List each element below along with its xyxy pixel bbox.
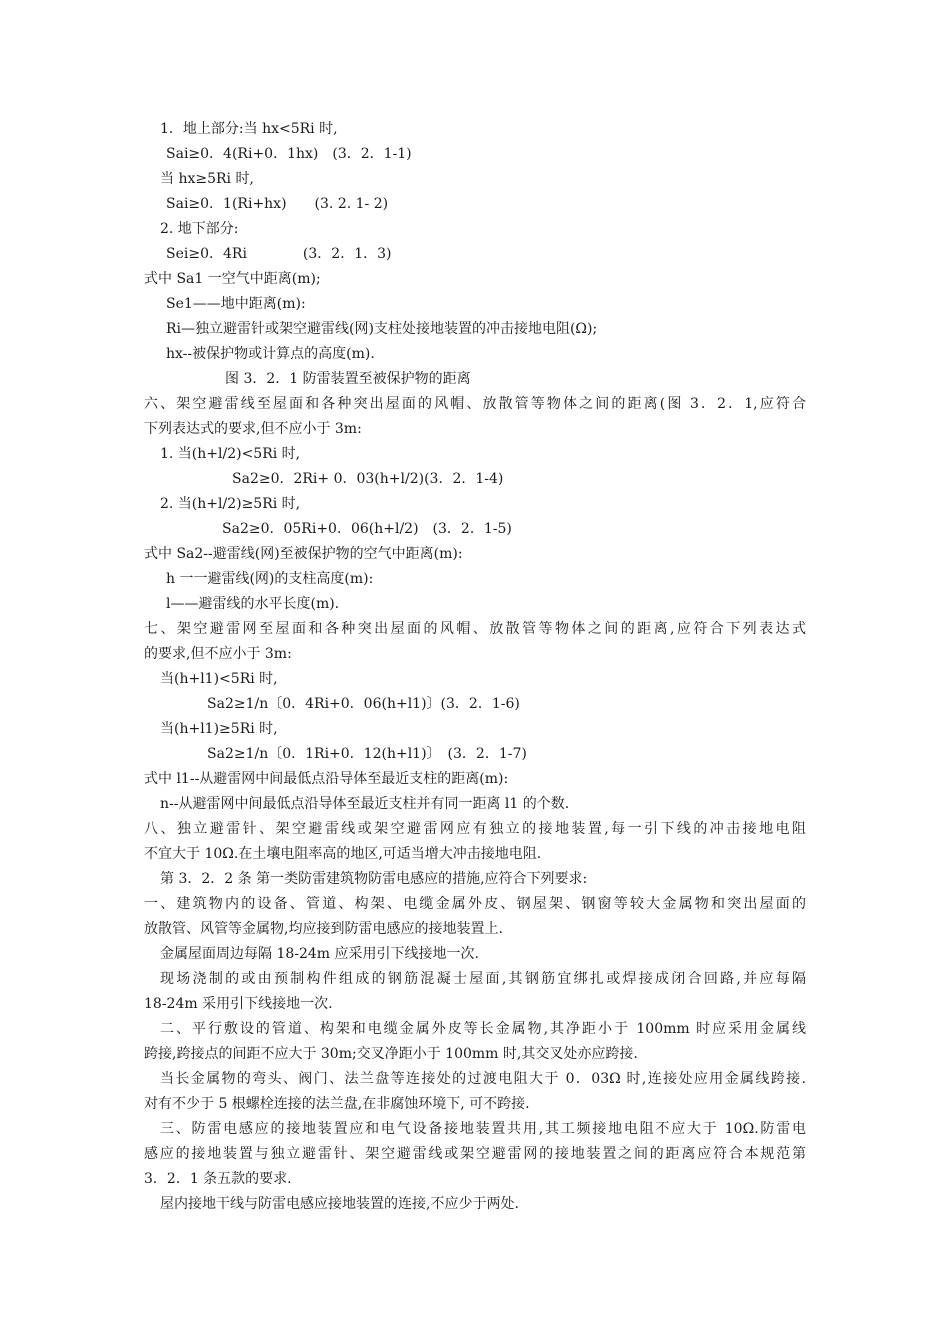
paragraph-line: 下列表达式的要求,但不应小于 3m: [144,421,362,437]
text-line: h 一一避雷线(网)的支柱高度(m): [166,571,374,587]
section-heading: 第 3．2．2 条 第一类防雷建筑物防雷电感应的措施,应符合下列要求: [160,871,588,887]
paragraph-line: 二、平行敷设的管道、构架和电缆金属外皮等长金属物,其净距小于 100mm 时应采用金属线 [160,1021,806,1037]
text-line: n--从避雷网中间最低点沿导体至最近支柱并有同一距离 l1 的个数. [160,796,570,812]
figure-caption: 图 3．2．1 防雷装置至被保护物的距离 [225,371,471,387]
text-line: 2. 地下部分: [160,221,239,237]
paragraph-line: 对有不少于 5 根螺栓连接的法兰盘,在非腐蚀环境下, 可不跨接. [144,1096,530,1112]
formula-line: Sa2≥0．2Ri+ 0．03(h+l/2)(3．2．1-4) [232,471,504,487]
text-line: 式中 Sa1 一空气中距离(m); [144,271,321,287]
text-line: 当(h+l1)≥5Ri 时, [160,721,278,737]
formula-line: Sei≥0．4Ri (3．2．1．3) [166,246,392,262]
paragraph-line: 当长金属物的弯头、阀门、法兰盘等连接处的过渡电阻大于 0．03Ω 时,连接处应用金属线跨接. [160,1071,806,1087]
paragraph-line: 跨接,跨接点的间距不应大于 30m;交叉净距小于 100mm 时,其交叉处亦应跨接. [144,1046,638,1062]
paragraph-line: 3．2．1 条五款的要求. [144,1171,292,1187]
text-line: 式中 l1--从避雷网中间最低点沿导体至最近支柱的距离(m): [144,771,509,787]
paragraph-line: 三、防雷电感应的接地装置应和电气设备接地装置共用,其工频接地电阻不应大于 10Ω.防雷电 [160,1121,806,1137]
text-line: Ri—独立避雷针或架空避雷线(网)支柱处接地装置的冲击接地电阻(Ω); [166,321,598,337]
text-line: 1．地上部分:当 hx<5Ri 时, [160,121,338,137]
paragraph-line: 六、架空避雷线至屋面和各种突出屋面的风帽、放散管等物体之间的距离(图 3．2．1,应符合 [144,396,806,412]
paragraph-line: 七、架空避雷网至屋面和各种突出屋面的风帽、放散管等物体之间的距离,应符合下列表达式 [144,621,806,637]
formula-line: Sa2≥0．05Ri+0．06(h+l/2) (3．2．1-5) [222,521,512,537]
text-line: 2. 当(h+l/2)≥5Ri 时, [160,496,301,512]
text-line: 1. 当(h+l/2)<5Ri 时, [160,446,301,462]
formula-line: Sai≥0．1(Ri+hx) (3. 2. 1- 2) [166,196,389,212]
text-line: 当 hx≥5Ri 时, [160,171,254,187]
paragraph-line: 金属屋面周边每隔 18-24m 应采用引下线接地一次. [160,946,479,962]
text-line: 当(h+l1)<5Ri 时, [160,671,278,687]
formula-line: Sa2≥1/n〔0．4Ri+0．06(h+l1)〕(3．2．1-6) [207,696,520,712]
formula-line: Sai≥0．4(Ri+0．1hx) (3．2．1-1) [166,146,412,162]
paragraph-line: 不宜大于 10Ω.在土壤电阻率高的地区,可适当增大冲击接地电阻. [144,846,542,862]
text-line: Se1——地中距离(m): [166,296,306,312]
text-line: l——避雷线的水平长度(m). [166,596,340,612]
paragraph-line: 放散管、风管等金属物,均应接到防雷电感应的接地装置上. [144,921,503,937]
paragraph-line: 屋内接地干线与防雷电感应接地装置的连接,不应少于两处. [160,1196,519,1212]
paragraph-line: 感应的接地装置与独立避雷针、架空避雷线或架空避雷网的接地装置之间的距离应符合本规范第 [144,1146,806,1162]
paragraph-line: 的要求,但不应小于 3m: [144,646,292,662]
text-line: hx--被保护物或计算点的高度(m). [166,346,375,362]
paragraph-line: 八、独立避雷针、架空避雷线或架空避雷网应有独立的接地装置,每一引下线的冲击接地电阻 [144,821,806,837]
paragraph-line: 一、建筑物内的设备、管道、构架、电缆金属外皮、钢屋架、钢窗等较大金属物和突出屋面的 [144,896,806,912]
text-line: 式中 Sa2--避雷线(网)至被保护物的空气中距离(m): [144,546,463,562]
paragraph-line: 18-24m 采用引下线接地一次. [144,996,333,1012]
formula-line: Sa2≥1/n〔0．1Ri+0．12(h+l1)〕 (3．2．1-7) [207,746,527,762]
paragraph-line: 现场浇制的或由预制构件组成的钢筋混凝士屋面,其钢筋宜绑扎或焊接成闭合回路,并应每隔 [160,971,806,987]
